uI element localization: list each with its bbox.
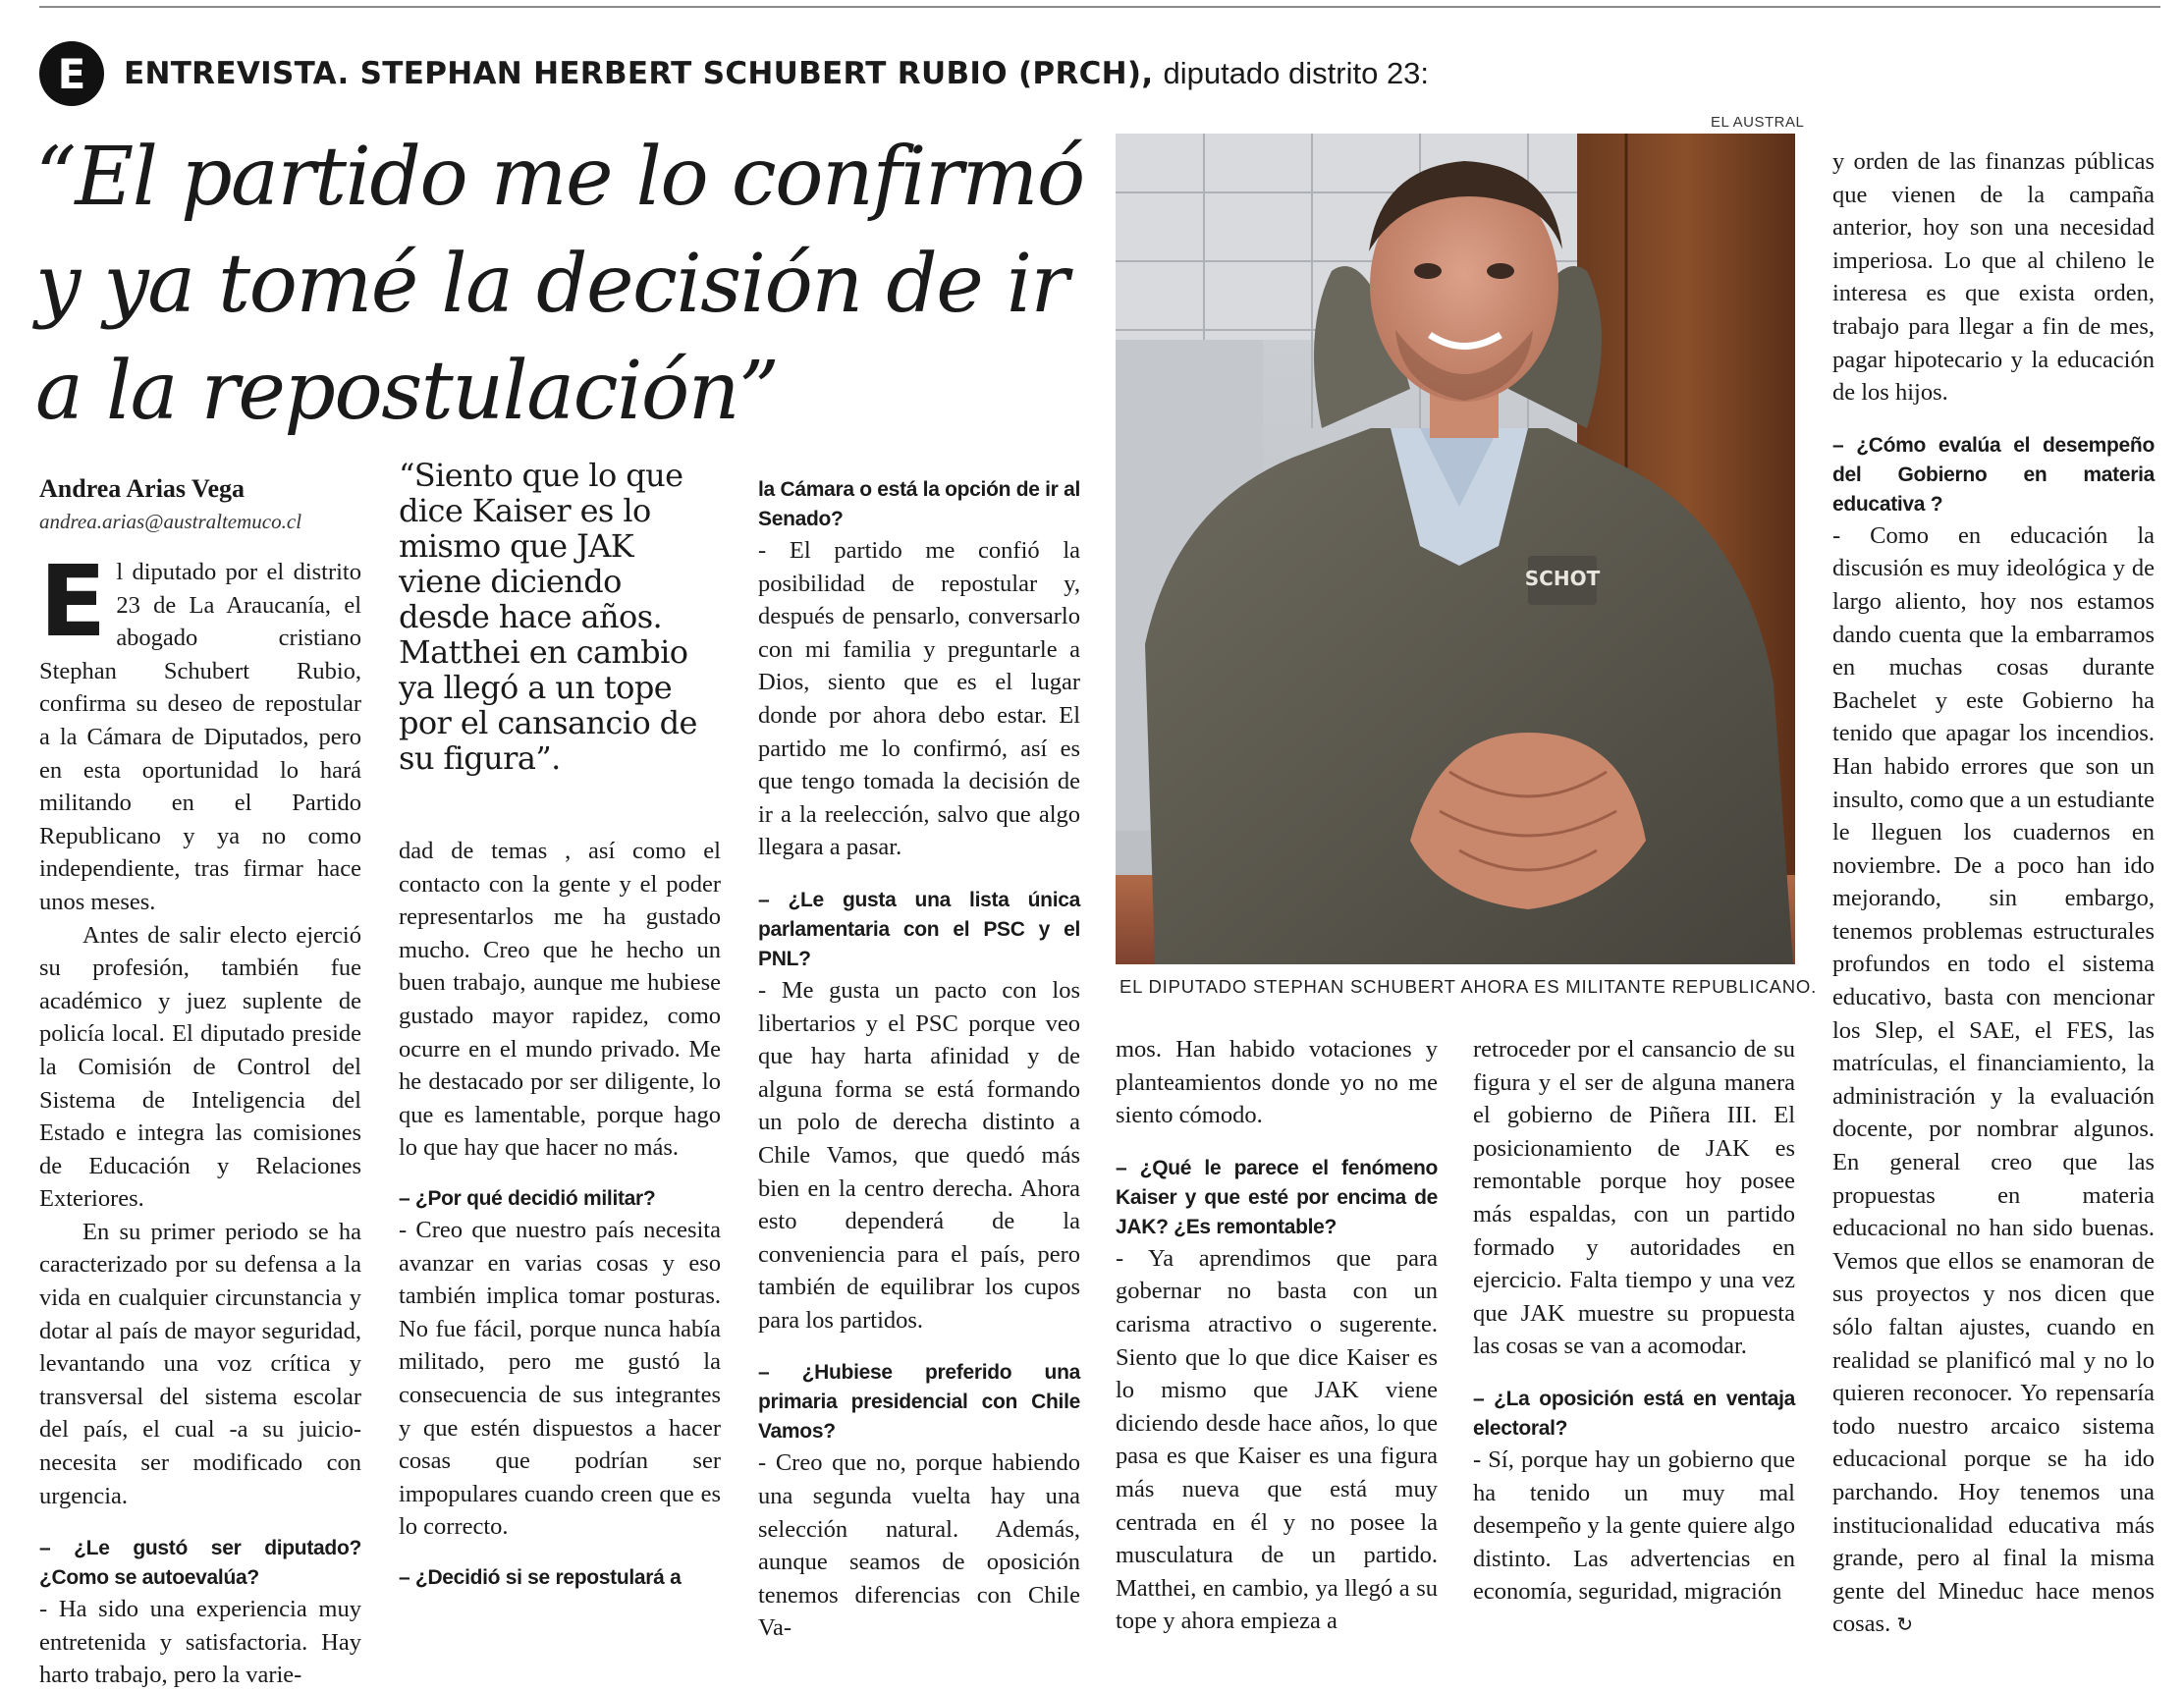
interview-question: – ¿Qué le parece el fenómeno Kaiser y que esté por encima de JAK? ¿Es remontable? — [1116, 1156, 1438, 1238]
interview-answer: - Creo que no, porque habiendo una segunda vuelta hay una selección natural. Además, aunque seamos de oposición tenemos diferencias con Chile Va- — [758, 1449, 1080, 1642]
column-6 — [1832, 145, 2155, 1642]
interview-answer: - Ya aprendimos que para gobernar no basta con un carisma atractivo o sugerente. Siento que lo que dice Kaiser es lo mismo que JAK viene diciendo desde hace años, lo que pasa es que Kaiser es una figura más nueva que está muy centrada en él y no posee la musculatura de un partido. Matthei, en cambio, ya llegó a su tope y ahora empieza a — [1116, 1244, 1438, 1635]
kicker-subtitle: diputado distrito 23: — [1163, 56, 1430, 90]
interview-answer: - Creo que nuestro país necesita avanzar en varias cosas y eso también implica tomar posturas. No fue fácil, porque nunca había militado, pero me gustó la consecuencia de sus integrantes y que estén dispuestos a hacer cosas que podrían ser impopulares cuando creen que es lo correcto. — [399, 1216, 721, 1541]
column-5 — [1473, 1033, 1795, 1609]
body-paragraph: En su primer periodo se ha caracterizado por su defensa a la vida en cualquier circunstancia y dotar al país de mayor seguridad, levantando una voz crítica y transversal del sistema escolar del país, el cual -a su juicio- necesita ser modificado con urgencia. — [39, 1218, 361, 1509]
interview-question: – ¿Decidió si se repostulará a — [399, 1565, 682, 1589]
interview-answer: - El partido me confió la posibilidad de repostular y, después de pensarlo, conversarlo con mi familia y preguntarle a Dios, siento que es el lugar donde por ahora debo estar. El partido me lo confirmó, así es que tengo tomada la decisión de ir a la reelección, salvo que algo llegara a pasar. — [758, 537, 1080, 861]
body-paragraph: Antes de salir electo ejerció su profesión, también fue académico y juez suplente de policía local. El diputado preside la Comisión de Control del Sistema de Inteligencia del Estado e integra las comisiones de Educación y Relaciones Exteriores. — [39, 921, 361, 1213]
photo-caption: EL DIPUTADO STEPHAN SCHUBERT AHORA ES MILITANTE REPUBLICANO. — [1119, 976, 1818, 997]
byline-author: Andrea Arias Vega — [39, 474, 245, 503]
column-2 — [399, 835, 721, 1593]
drop-cap: E — [39, 544, 107, 659]
jacket-logo-text: SCHOT — [1524, 567, 1601, 590]
interview-question: – ¿Cómo evalúa el desempeño del Gobierno en materia educativa ? — [1832, 433, 2155, 516]
interview-answer: - Como en educación la discusión es muy ideológica y de largo aliento, hoy nos estamos dando cuenta que la embarramos en muchas cosas durante Bachelet y este Gobierno ha tenido que apagar los incendios. Han habido errores que son un insulto, como que a un estudiante le lleguen los cuadernos en noviembre. De a poco han ido mejorando, sin embargo, tenemos problemas estructurales profundos en todo el sistema educativo, basta con mencionar los Slep, el SAE, el FES, las matrículas, el financiamiento, la administración y la evaluación docente, por nombrar algunos. En general creo que las propuestas en materia educacional no han sido buenas. Vemos que ellos se enamoran de sus proyectos y nos dicen que sólo faltan ajustes, cuando en realidad se planificó mal y no lo quieren reconocer. Yo repensaría todo nuestro arcaico sistema educacional porque se ha ido parchando. Hoy tenemos una institucionalidad educativa más grande, pero al final la misma gente del Mineduc hace menos cosas. ↻ — [1832, 521, 2155, 1638]
interview-answer: - Me gusta un pacto con los libertarios y el PSC porque veo que hay harta afinidad y de alguna forma se está formando un polo de derecha distinto a Chile Vamos, que quedó más bien en la centro derecha. Ahora esto dependerá de la conveniencia para el país, pero también de equilibrar los cupos para los partidos. — [758, 976, 1080, 1334]
interview-answer: - Ha sido una experiencia muy entretenida y satisfactoria. Hay harto trabajo, pero la varie- — [39, 1596, 361, 1689]
interview-question: – ¿Le gustó ser diputado? ¿Como se autoevalúa? — [39, 1537, 361, 1590]
column-3 — [758, 475, 1080, 1645]
headline-line-2: y ya tomé la decisión de ir — [35, 238, 1068, 331]
column-4 — [1116, 1033, 1438, 1638]
top-rule — [39, 6, 2160, 8]
section-badge: E — [39, 41, 104, 106]
headline-line-1: “El partido me lo confirmó — [35, 131, 1084, 224]
interview-question: la Cámara o está la opción de ir al Senado? — [758, 478, 1080, 530]
kicker-title: ENTREVISTA. STEPHAN HERBERT SCHUBERT RUBIO (PRCH), — [124, 56, 1154, 91]
interview-question: – ¿Por qué decidió militar? — [399, 1186, 656, 1210]
interview-answer: y orden de las finanzas públicas que vienen de la campaña anterior, hoy son una necesidad imperiosa. Lo que al chileno le interesa es que exista orden, trabajo para llegar a fin de mes, pagar hipotecario y la educación de los hijos. — [1832, 148, 2155, 407]
headline — [35, 124, 1116, 445]
interview-answer: - Sí, porque hay un gobierno que ha tenido un muy mal desempeño y la gente quiere algo distinto. Las advertencias en economía, seguridad, migración — [1473, 1446, 1795, 1606]
body-paragraph: El diputado por el distrito 23 de La Araucanía, el abogado cristiano Stephan Schubert Rubio, confirma su deseo de repostular a la Cámara de Diputados, pero en esta oportunidad lo hará militando en el Partido Republicano y ya no como independiente, tras firmar hace unos meses. — [39, 544, 361, 915]
interview-question: – ¿Le gusta una lista única parlamentaria con el PSC y el PNL? — [758, 888, 1080, 970]
interview-question: – ¿Hubiese preferido una primaria presidencial con Chile Vamos? — [758, 1361, 1080, 1444]
column-1 — [39, 471, 361, 1692]
photo-credit: EL AUSTRAL — [1711, 114, 1805, 131]
interview-answer: retroceder por el cansancio de su figura y el ser de alguna manera el gobierno de Piñera III. El posicionamiento de JAK es remontable porque hoy posee más espaldas, con un partido formado y autoridades en ejercicio. Falta tiempo y una vez que JAK muestre su propuesta las cosas se van a acomodar. — [1473, 1036, 1795, 1360]
headline-line-3: a la repostulación” — [35, 345, 779, 438]
article-photo — [1116, 134, 1795, 964]
end-mark-icon: ↻ — [1896, 1612, 1914, 1637]
article-kicker — [39, 39, 1429, 108]
portrait-illustration — [1116, 134, 1795, 964]
pull-quote: “Siento que lo que dice Kaiser es lo mismo que JAK viene diciendo desde hace años. Matthei en cambio ya llegó a un tope por el cansancio de su figura”. — [399, 457, 697, 777]
byline-email: andrea.arias@australtemuco.cl — [39, 510, 302, 533]
interview-answer: mos. Han habido votaciones y planteamientos donde yo no me siento cómodo. — [1116, 1036, 1438, 1129]
interview-question: – ¿La oposición está en ventaja electoral? — [1473, 1387, 1795, 1440]
interview-answer: dad de temas , así como el contacto con la gente y el poder representarlos me ha gustado mucho. Creo que he hecho un buen trabajo, aunque me hubiese gustado mayor rapidez, como ocurre en el mundo privado. Me he destacado por ser diligente, lo que es lamentable, porque hago lo que hay que hacer no más. — [399, 838, 721, 1162]
